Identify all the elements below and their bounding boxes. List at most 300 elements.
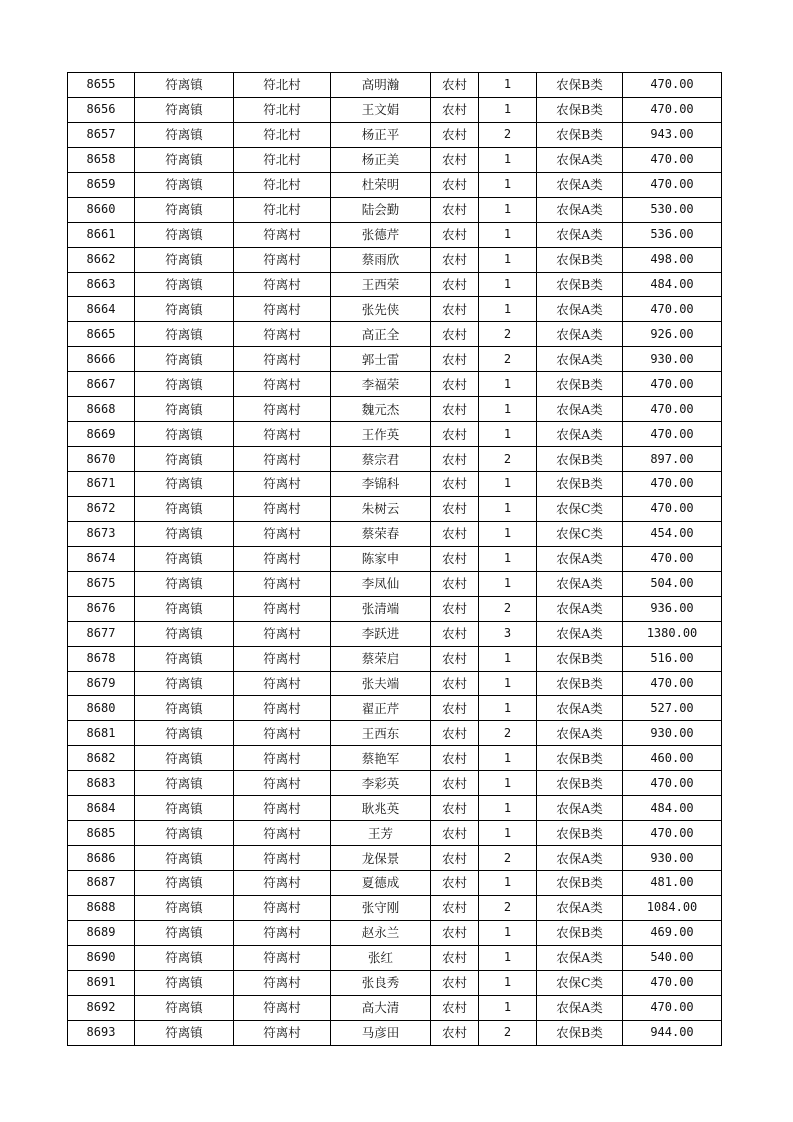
row-number: 8672 <box>68 496 135 521</box>
row-number: 8674 <box>68 546 135 571</box>
town-cell: 符离镇 <box>135 122 234 147</box>
count-cell: 1 <box>479 297 537 322</box>
village-cell: 符离村 <box>234 397 331 422</box>
name-cell: 蔡荣启 <box>331 646 431 671</box>
count-cell: 1 <box>479 272 537 297</box>
town-cell: 符离镇 <box>135 297 234 322</box>
village-cell: 符离村 <box>234 646 331 671</box>
table-row <box>68 347 722 372</box>
count-cell: 1 <box>479 821 537 846</box>
table-row <box>68 222 722 247</box>
table-row <box>68 447 722 472</box>
area-type-cell: 农村 <box>431 721 479 746</box>
town-cell: 符离镇 <box>135 871 234 896</box>
category-cell: 农保A类 <box>537 546 623 571</box>
row-number: 8670 <box>68 447 135 472</box>
area-type-cell: 农村 <box>431 397 479 422</box>
name-cell: 张德芹 <box>331 222 431 247</box>
name-cell: 郭士雷 <box>331 347 431 372</box>
category-cell: 农保A类 <box>537 571 623 596</box>
area-type-cell: 农村 <box>431 920 479 945</box>
town-cell: 符离镇 <box>135 821 234 846</box>
row-number: 8676 <box>68 596 135 621</box>
table-row <box>68 746 722 771</box>
table-row <box>68 521 722 546</box>
village-cell: 符离村 <box>234 1020 331 1045</box>
count-cell: 2 <box>479 846 537 871</box>
village-cell: 符离村 <box>234 696 331 721</box>
row-number: 8661 <box>68 222 135 247</box>
area-type-cell: 农村 <box>431 73 479 98</box>
name-cell: 翟正芹 <box>331 696 431 721</box>
row-number: 8684 <box>68 796 135 821</box>
name-cell: 李福荣 <box>331 372 431 397</box>
area-type-cell: 农村 <box>431 222 479 247</box>
amount-cell: 470.00 <box>623 472 722 497</box>
row-number: 8682 <box>68 746 135 771</box>
count-cell: 1 <box>479 746 537 771</box>
category-cell: 农保B类 <box>537 122 623 147</box>
row-number: 8673 <box>68 521 135 546</box>
table-row <box>68 871 722 896</box>
category-cell: 农保A类 <box>537 397 623 422</box>
area-type-cell: 农村 <box>431 771 479 796</box>
row-number: 8662 <box>68 247 135 272</box>
town-cell: 符离镇 <box>135 222 234 247</box>
row-number: 8665 <box>68 322 135 347</box>
table-row <box>68 671 722 696</box>
count-cell: 1 <box>479 422 537 447</box>
name-cell: 张夫端 <box>331 671 431 696</box>
count-cell: 1 <box>479 671 537 696</box>
table-row <box>68 122 722 147</box>
amount-cell: 530.00 <box>623 197 722 222</box>
village-cell: 符离村 <box>234 895 331 920</box>
row-number: 8686 <box>68 846 135 871</box>
category-cell: 农保B类 <box>537 646 623 671</box>
table-row <box>68 322 722 347</box>
town-cell: 符离镇 <box>135 920 234 945</box>
row-number: 8657 <box>68 122 135 147</box>
name-cell: 龙保景 <box>331 846 431 871</box>
name-cell: 魏元杰 <box>331 397 431 422</box>
village-cell: 符离村 <box>234 970 331 995</box>
category-cell: 农保B类 <box>537 771 623 796</box>
village-cell: 符离村 <box>234 846 331 871</box>
town-cell: 符离镇 <box>135 147 234 172</box>
area-type-cell: 农村 <box>431 422 479 447</box>
name-cell: 李凤仙 <box>331 571 431 596</box>
row-number: 8668 <box>68 397 135 422</box>
count-cell: 1 <box>479 97 537 122</box>
table-row <box>68 895 722 920</box>
name-cell: 张清端 <box>331 596 431 621</box>
count-cell: 1 <box>479 646 537 671</box>
name-cell: 王西荣 <box>331 272 431 297</box>
count-cell: 1 <box>479 247 537 272</box>
count-cell: 1 <box>479 222 537 247</box>
table-row <box>68 247 722 272</box>
amount-cell: 470.00 <box>623 821 722 846</box>
amount-cell: 930.00 <box>623 347 722 372</box>
town-cell: 符离镇 <box>135 596 234 621</box>
count-cell: 2 <box>479 1020 537 1045</box>
row-number: 8659 <box>68 172 135 197</box>
name-cell: 杨正平 <box>331 122 431 147</box>
category-cell: 农保A类 <box>537 895 623 920</box>
amount-cell: 470.00 <box>623 771 722 796</box>
category-cell: 农保A类 <box>537 596 623 621</box>
table-row <box>68 546 722 571</box>
name-cell: 王芳 <box>331 821 431 846</box>
table-row <box>68 472 722 497</box>
count-cell: 1 <box>479 372 537 397</box>
amount-cell: 516.00 <box>623 646 722 671</box>
category-cell: 农保A类 <box>537 297 623 322</box>
town-cell: 符离镇 <box>135 995 234 1020</box>
category-cell: 农保B类 <box>537 920 623 945</box>
name-cell: 蔡雨欣 <box>331 247 431 272</box>
town-cell: 符离镇 <box>135 846 234 871</box>
row-number: 8656 <box>68 97 135 122</box>
town-cell: 符离镇 <box>135 247 234 272</box>
row-number: 8666 <box>68 347 135 372</box>
name-cell: 蔡艳军 <box>331 746 431 771</box>
table-row <box>68 1020 722 1045</box>
category-cell: 农保B类 <box>537 247 623 272</box>
amount-cell: 460.00 <box>623 746 722 771</box>
village-cell: 符离村 <box>234 821 331 846</box>
town-cell: 符离镇 <box>135 197 234 222</box>
name-cell: 杜荣明 <box>331 172 431 197</box>
row-number: 8687 <box>68 871 135 896</box>
category-cell: 农保B类 <box>537 73 623 98</box>
name-cell: 张先侠 <box>331 297 431 322</box>
count-cell: 2 <box>479 447 537 472</box>
category-cell: 农保A类 <box>537 322 623 347</box>
row-number: 8691 <box>68 970 135 995</box>
village-cell: 符离村 <box>234 995 331 1020</box>
amount-cell: 504.00 <box>623 571 722 596</box>
table-row <box>68 846 722 871</box>
town-cell: 符离镇 <box>135 472 234 497</box>
town-cell: 符离镇 <box>135 646 234 671</box>
area-type-cell: 农村 <box>431 895 479 920</box>
town-cell: 符离镇 <box>135 322 234 347</box>
category-cell: 农保A类 <box>537 422 623 447</box>
area-type-cell: 农村 <box>431 995 479 1020</box>
village-cell: 符离村 <box>234 222 331 247</box>
row-number: 8678 <box>68 646 135 671</box>
village-cell: 符离村 <box>234 596 331 621</box>
row-number: 8675 <box>68 571 135 596</box>
category-cell: 农保A类 <box>537 995 623 1020</box>
category-cell: 农保B类 <box>537 272 623 297</box>
row-number: 8685 <box>68 821 135 846</box>
category-cell: 农保B类 <box>537 671 623 696</box>
category-cell: 农保A类 <box>537 721 623 746</box>
town-cell: 符离镇 <box>135 796 234 821</box>
count-cell: 1 <box>479 696 537 721</box>
count-cell: 2 <box>479 596 537 621</box>
count-cell: 1 <box>479 771 537 796</box>
area-type-cell: 农村 <box>431 871 479 896</box>
name-cell: 朱树云 <box>331 496 431 521</box>
area-type-cell: 农村 <box>431 122 479 147</box>
row-number: 8693 <box>68 1020 135 1045</box>
amount-cell: 536.00 <box>623 222 722 247</box>
area-type-cell: 农村 <box>431 846 479 871</box>
name-cell: 王西东 <box>331 721 431 746</box>
category-cell: 农保B类 <box>537 871 623 896</box>
count-cell: 1 <box>479 970 537 995</box>
town-cell: 符离镇 <box>135 721 234 746</box>
count-cell: 1 <box>479 521 537 546</box>
town-cell: 符离镇 <box>135 521 234 546</box>
row-number: 8690 <box>68 945 135 970</box>
village-cell: 符离村 <box>234 297 331 322</box>
amount-cell: 944.00 <box>623 1020 722 1045</box>
count-cell: 1 <box>479 871 537 896</box>
town-cell: 符离镇 <box>135 970 234 995</box>
name-cell: 高大清 <box>331 995 431 1020</box>
name-cell: 王文娟 <box>331 97 431 122</box>
name-cell: 李彩英 <box>331 771 431 796</box>
town-cell: 符离镇 <box>135 397 234 422</box>
area-type-cell: 农村 <box>431 646 479 671</box>
town-cell: 符离镇 <box>135 1020 234 1045</box>
village-cell: 符离村 <box>234 721 331 746</box>
count-cell: 1 <box>479 73 537 98</box>
amount-cell: 470.00 <box>623 397 722 422</box>
village-cell: 符离村 <box>234 447 331 472</box>
row-number: 8658 <box>68 147 135 172</box>
name-cell: 陈家申 <box>331 546 431 571</box>
village-cell: 符离村 <box>234 347 331 372</box>
village-cell: 符离村 <box>234 771 331 796</box>
area-type-cell: 农村 <box>431 696 479 721</box>
amount-cell: 470.00 <box>623 147 722 172</box>
amount-cell: 498.00 <box>623 247 722 272</box>
table-row <box>68 172 722 197</box>
town-cell: 符离镇 <box>135 73 234 98</box>
table-row <box>68 596 722 621</box>
area-type-cell: 农村 <box>431 472 479 497</box>
name-cell: 蔡宗君 <box>331 447 431 472</box>
table-row <box>68 721 722 746</box>
amount-cell: 470.00 <box>623 995 722 1020</box>
village-cell: 符离村 <box>234 671 331 696</box>
village-cell: 符离村 <box>234 521 331 546</box>
category-cell: 农保B类 <box>537 1020 623 1045</box>
amount-cell: 1380.00 <box>623 621 722 646</box>
amount-cell: 481.00 <box>623 871 722 896</box>
count-cell: 1 <box>479 197 537 222</box>
table-row <box>68 97 722 122</box>
town-cell: 符离镇 <box>135 571 234 596</box>
town-cell: 符离镇 <box>135 447 234 472</box>
area-type-cell: 农村 <box>431 247 479 272</box>
row-number: 8671 <box>68 472 135 497</box>
count-cell: 1 <box>479 172 537 197</box>
table-row <box>68 147 722 172</box>
table-row <box>68 696 722 721</box>
table-row <box>68 920 722 945</box>
table-row <box>68 73 722 98</box>
village-cell: 符北村 <box>234 197 331 222</box>
area-type-cell: 农村 <box>431 297 479 322</box>
area-type-cell: 农村 <box>431 571 479 596</box>
count-cell: 1 <box>479 995 537 1020</box>
row-number: 8663 <box>68 272 135 297</box>
amount-cell: 926.00 <box>623 322 722 347</box>
town-cell: 符离镇 <box>135 546 234 571</box>
amount-cell: 540.00 <box>623 945 722 970</box>
name-cell: 赵永兰 <box>331 920 431 945</box>
town-cell: 符离镇 <box>135 372 234 397</box>
area-type-cell: 农村 <box>431 496 479 521</box>
count-cell: 2 <box>479 322 537 347</box>
row-number: 8677 <box>68 621 135 646</box>
category-cell: 农保A类 <box>537 197 623 222</box>
amount-cell: 484.00 <box>623 272 722 297</box>
table-row <box>68 571 722 596</box>
table-row <box>68 646 722 671</box>
row-number: 8681 <box>68 721 135 746</box>
row-number: 8679 <box>68 671 135 696</box>
amount-cell: 470.00 <box>623 422 722 447</box>
amount-cell: 1084.00 <box>623 895 722 920</box>
category-cell: 农保B类 <box>537 97 623 122</box>
amount-cell: 943.00 <box>623 122 722 147</box>
area-type-cell: 农村 <box>431 970 479 995</box>
village-cell: 符离村 <box>234 272 331 297</box>
area-type-cell: 农村 <box>431 546 479 571</box>
town-cell: 符离镇 <box>135 347 234 372</box>
area-type-cell: 农村 <box>431 347 479 372</box>
count-cell: 1 <box>479 920 537 945</box>
table-row <box>68 197 722 222</box>
category-cell: 农保A类 <box>537 347 623 372</box>
name-cell: 高正全 <box>331 322 431 347</box>
amount-cell: 470.00 <box>623 172 722 197</box>
row-number: 8688 <box>68 895 135 920</box>
amount-cell: 470.00 <box>623 73 722 98</box>
area-type-cell: 农村 <box>431 945 479 970</box>
village-cell: 符北村 <box>234 172 331 197</box>
amount-cell: 470.00 <box>623 970 722 995</box>
count-cell: 1 <box>479 472 537 497</box>
area-type-cell: 农村 <box>431 596 479 621</box>
table-row <box>68 496 722 521</box>
area-type-cell: 农村 <box>431 372 479 397</box>
row-number: 8669 <box>68 422 135 447</box>
village-cell: 符离村 <box>234 496 331 521</box>
category-cell: 农保A类 <box>537 172 623 197</box>
village-cell: 符离村 <box>234 546 331 571</box>
village-cell: 符北村 <box>234 97 331 122</box>
category-cell: 农保C类 <box>537 970 623 995</box>
table-row <box>68 297 722 322</box>
area-type-cell: 农村 <box>431 322 479 347</box>
count-cell: 3 <box>479 621 537 646</box>
amount-cell: 469.00 <box>623 920 722 945</box>
town-cell: 符离镇 <box>135 172 234 197</box>
town-cell: 符离镇 <box>135 696 234 721</box>
row-number: 8667 <box>68 372 135 397</box>
table-row <box>68 970 722 995</box>
town-cell: 符离镇 <box>135 97 234 122</box>
row-number: 8689 <box>68 920 135 945</box>
amount-cell: 527.00 <box>623 696 722 721</box>
table-row <box>68 995 722 1020</box>
count-cell: 1 <box>479 796 537 821</box>
amount-cell: 897.00 <box>623 447 722 472</box>
area-type-cell: 农村 <box>431 521 479 546</box>
category-cell: 农保B类 <box>537 746 623 771</box>
table-row <box>68 796 722 821</box>
village-cell: 符离村 <box>234 247 331 272</box>
row-number: 8692 <box>68 995 135 1020</box>
category-cell: 农保A类 <box>537 621 623 646</box>
count-cell: 1 <box>479 571 537 596</box>
amount-cell: 484.00 <box>623 796 722 821</box>
category-cell: 农保B类 <box>537 372 623 397</box>
category-cell: 农保A类 <box>537 147 623 172</box>
amount-cell: 470.00 <box>623 97 722 122</box>
category-cell: 农保A类 <box>537 222 623 247</box>
category-cell: 农保A类 <box>537 846 623 871</box>
amount-cell: 470.00 <box>623 496 722 521</box>
row-number: 8660 <box>68 197 135 222</box>
town-cell: 符离镇 <box>135 771 234 796</box>
village-cell: 符离村 <box>234 571 331 596</box>
data-table <box>67 72 722 1046</box>
category-cell: 农保A类 <box>537 796 623 821</box>
name-cell: 王作英 <box>331 422 431 447</box>
table-row <box>68 821 722 846</box>
category-cell: 农保B类 <box>537 447 623 472</box>
village-cell: 符离村 <box>234 920 331 945</box>
name-cell: 蔡荣春 <box>331 521 431 546</box>
amount-cell: 936.00 <box>623 596 722 621</box>
table-row <box>68 945 722 970</box>
name-cell: 耿兆英 <box>331 796 431 821</box>
name-cell: 高明瀚 <box>331 73 431 98</box>
town-cell: 符离镇 <box>135 621 234 646</box>
amount-cell: 930.00 <box>623 846 722 871</box>
town-cell: 符离镇 <box>135 945 234 970</box>
name-cell: 李锦科 <box>331 472 431 497</box>
amount-cell: 454.00 <box>623 521 722 546</box>
category-cell: 农保C类 <box>537 496 623 521</box>
name-cell: 张红 <box>331 945 431 970</box>
village-cell: 符离村 <box>234 372 331 397</box>
count-cell: 1 <box>479 397 537 422</box>
name-cell: 张守刚 <box>331 895 431 920</box>
village-cell: 符离村 <box>234 796 331 821</box>
town-cell: 符离镇 <box>135 671 234 696</box>
name-cell: 马彦田 <box>331 1020 431 1045</box>
row-number: 8664 <box>68 297 135 322</box>
area-type-cell: 农村 <box>431 447 479 472</box>
row-number: 8655 <box>68 73 135 98</box>
area-type-cell: 农村 <box>431 671 479 696</box>
table-row <box>68 397 722 422</box>
village-cell: 符离村 <box>234 621 331 646</box>
area-type-cell: 农村 <box>431 796 479 821</box>
amount-cell: 930.00 <box>623 721 722 746</box>
